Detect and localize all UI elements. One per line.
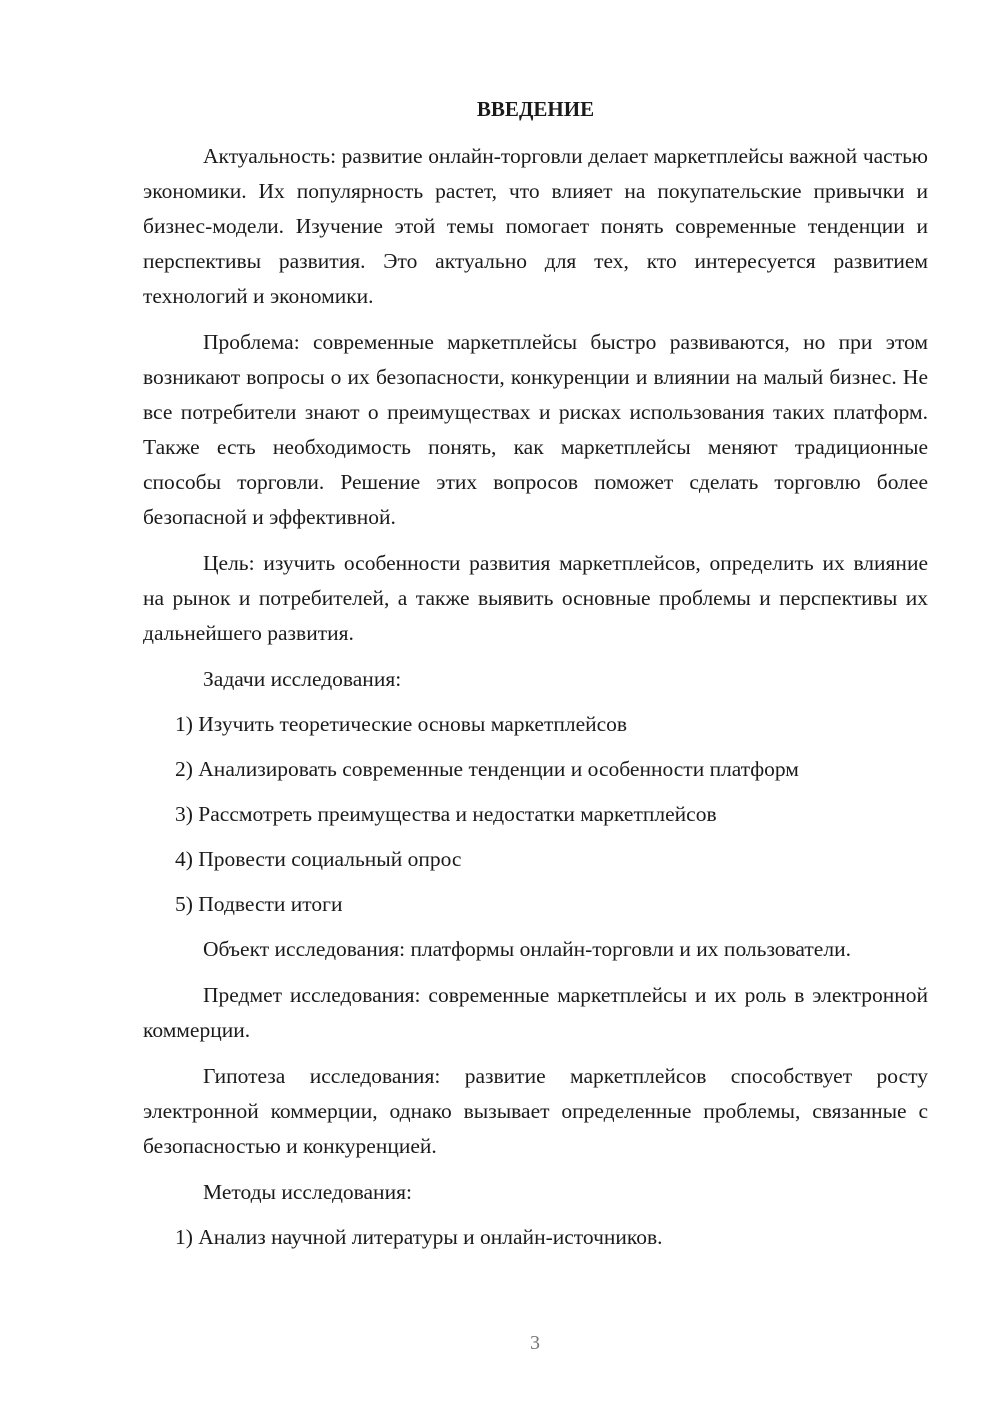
subject-paragraph: Предмет исследования: современные маркетплейсы и их роль в электронной коммерции. [143, 983, 928, 1042]
task-item: 4) Провести социальный опрос [175, 847, 462, 871]
object-paragraph: Объект исследования: платформы онлайн-торговли и их пользователи. [203, 937, 851, 961]
document-page [143, 92, 928, 1265]
task-item: 3) Рассмотреть преимущества и недостатки маркетплейсов [175, 802, 717, 826]
task-item: 1) Изучить теоретические основы маркетплейсов [175, 712, 628, 736]
methods-label: Методы исследования: [203, 1180, 412, 1204]
method-item: 1) Анализ научной литературы и онлайн-источников. [175, 1225, 663, 1249]
page-number: 3 [530, 1332, 540, 1354]
tasks-label: Задачи исследования: [203, 667, 402, 691]
task-item: 5) Подвести итоги [175, 892, 343, 916]
problem-paragraph: Проблема: современные маркетплейсы быстро развиваются, но при этом возникают вопросы о их безопасности, конкуренции и влиянии на малый бизнес. Не все потребители знают о преимуществах и рисках использования таких платформ. Также есть необходимость понять, как маркетплейсы меняют традиционные способы торговли. Решение этих вопросов поможет сделать торговлю более безопасной и эффективной. [143, 330, 928, 529]
goal-paragraph: Цель: изучить особенности развития маркетплейсов, определить их влияние на рынок и потребителей, а также выявить основные проблемы и перспективы их дальнейшего развития. [143, 551, 928, 645]
tasks-list [143, 707, 928, 922]
section-title: ВВЕДЕНИЕ [476, 97, 595, 121]
task-item: 2) Анализировать современные тенденции и особенности платформ [175, 757, 799, 781]
methods-list [143, 1220, 928, 1255]
relevance-paragraph: Актуальность: развитие онлайн-торговли делает маркетплейсы важной частью экономики. Их популярность растет, что влияет на покупательские привычки и бизнес-модели. Изучение этой темы помогает понять современные тенденции и перспективы развития. Это актуально для тех, кто интересуется развитием технологий и экономики. [143, 144, 928, 308]
hypothesis-paragraph: Гипотеза исследования: развитие маркетплейсов способствует росту электронной коммерции, однако вызывает определенные проблемы, связанные с безопасностью и конкуренцией. [143, 1064, 928, 1158]
